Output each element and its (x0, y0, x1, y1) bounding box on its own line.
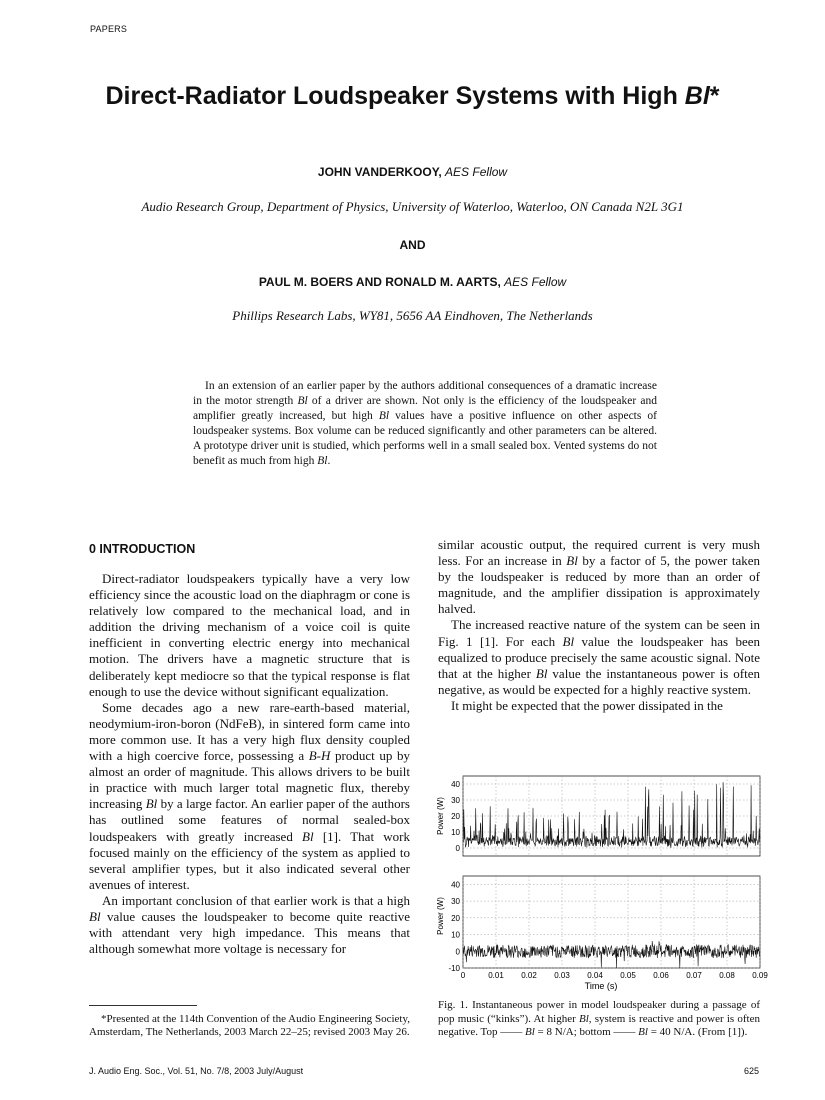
figure-caption: Fig. 1. Instantaneous power in model loudspeaker during a passage of pop music (“kinks”). At higher Bl, system is reactive and power is often negative. Top —— Bl = 8 N/A; bottom —— Bl = 40 N/A. (From [1]). (438, 999, 760, 1038)
paragraph: An important conclusion of that earlier work is that a high Bl value causes the loudspeaker to become quite reactive with attendant very high impedance. This means that although somewhat more voltage is necessary for (89, 892, 410, 957)
y-tick-label: -10 (448, 964, 460, 973)
y-tick-label: 40 (451, 780, 460, 789)
paragraph: Some decades ago a new rare-earth-based material, neodymium-iron-boron (NdFeB), in sintered form came into more common use. It has a very high flux density coupled with a high coercive force, possessing a B-H product up by almost an order of magnitude. This allows drivers to be built in practice with much larger total magnetic flux, thereby increasing Bl by a large factor. An earlier paper of the authors has outlined some features of normal sealed-box loudspeakers with greatly increased Bl [1]. That work focused mainly on the efficiency of the system as applied to several amplifier types, but it also indicated several other avenues of interest. (89, 699, 410, 892)
paragraph: Direct-radiator loudspeakers typically have a very low efficiency since the acoustic load on the diaphragm or cone is relatively low compared to the mechanical load, and in addition the driving mechanism of a voice coil is quite inefficient in converting electric energy into mechanical motion. The drivers have a magnetic structure that is deliberately kept mediocre so that the typical response is flat enough to use the device without significant equalization. (89, 571, 410, 699)
footnote-rule (89, 1005, 197, 1006)
y-tick-label: 0 (455, 947, 460, 957)
y-tick-label: 20 (451, 913, 460, 923)
author-line-2 (40, 275, 785, 289)
footer-citation: J. Audio Eng. Soc., Vol. 51, No. 7/8, 2003 July/August (89, 1066, 304, 1076)
title-text: Direct-Radiator Loudspeaker Systems with High (105, 82, 685, 110)
bottom-panel (448, 876, 760, 973)
x-tick-label: 0.06 (653, 971, 669, 980)
affiliation-1: Audio Research Group, Department of Physics, University of Waterloo, Waterloo, ON Canada N2L 3G1 (141, 199, 684, 214)
abstract: In an extension of an earlier paper by the authors additional consequences of a dramatic increase in the motor strength Bl of a driver are shown. Not only is the efficiency of the loudspeaker and amplifier greatly increased, but high Bl values have a positive influence on other aspects of loudspeaker systems. Box volume can be reduced significantly and other parameters can be altered. A prototype driver unit is studied, which performs well in a small sealed box. Vented systems do not benefit as much from high Bl. (193, 380, 657, 467)
section-label: PAPERS (90, 24, 128, 34)
author-title: AES Fellow (504, 275, 567, 289)
power-trace (463, 782, 760, 848)
paragraph: It might be expected that the power dissipated in the (451, 697, 723, 713)
x-tick-label: 0.02 (521, 971, 537, 980)
x-tick-label: 0 (460, 971, 466, 980)
author-name: JOHN VANDERKOOY, (317, 165, 442, 179)
affiliation-2: Phillips Research Labs, WY81, 5656 AA Eindhoven, The Netherlands (232, 308, 593, 323)
top-panel (451, 776, 760, 856)
paragraph: similar acoustic output, the required current is very mush less. For an increase in Bl by a factor of 5, the power taken by the loudspeaker is reduced by more than an order of magnitude, and the amplifier dissipation is approximately halved. (438, 537, 760, 617)
y-tick-label: 0 (455, 844, 460, 853)
section-heading: 0 INTRODUCTION (89, 542, 196, 556)
author-line-1 (40, 165, 785, 179)
x-tick-label: 0.04 (587, 971, 603, 980)
x-axis-label: Time (s) (584, 981, 618, 991)
y-tick-label: 30 (451, 897, 460, 907)
x-tick-label: 0.05 (620, 971, 636, 980)
footnote: *Presented at the 114th Convention of the Audio Engineering Society, Amsterdam, The Netherlands, 2003 March 22–25; revised 2003 May 26. (89, 1013, 410, 1038)
left-column (89, 571, 410, 957)
x-tick-label: 0.03 (554, 971, 570, 980)
power-trace (463, 941, 760, 968)
y-tick-label: 10 (451, 930, 460, 940)
figure-1-chart (430, 766, 770, 992)
author-name: PAUL M. BOERS AND RONALD M. AARTS, (258, 275, 501, 289)
author-separator: AND (399, 238, 426, 252)
title-mark: * (709, 82, 720, 110)
x-tick-label: 0.01 (488, 971, 504, 980)
y-tick-label: 20 (451, 812, 460, 821)
y-tick-label: 30 (451, 796, 460, 805)
author-title: AES Fellow (445, 165, 508, 179)
y-axis-label-top: Power (W) (436, 797, 445, 835)
x-tick-label: 0.08 (719, 971, 735, 980)
y-axis-label-bottom: Power (W) (436, 897, 445, 935)
paper-title (40, 82, 785, 111)
page-number: 625 (744, 1066, 760, 1076)
y-tick-label: 10 (451, 828, 460, 837)
right-column (438, 537, 760, 714)
x-tick-label: 0.07 (686, 971, 702, 980)
paragraph: The increased reactive nature of the system can be seen in Fig. 1 [1]. For each Bl value the loudspeaker has been equalized to produce precisely the same acoustic signal. Note that at the higher Bl value the instantaneous power is often negative, as would be expected for a highly reactive system. (438, 617, 760, 697)
y-tick-label: 40 (451, 880, 460, 890)
x-tick-label: 0.09 (752, 971, 768, 980)
title-italic: Bl (684, 82, 710, 110)
